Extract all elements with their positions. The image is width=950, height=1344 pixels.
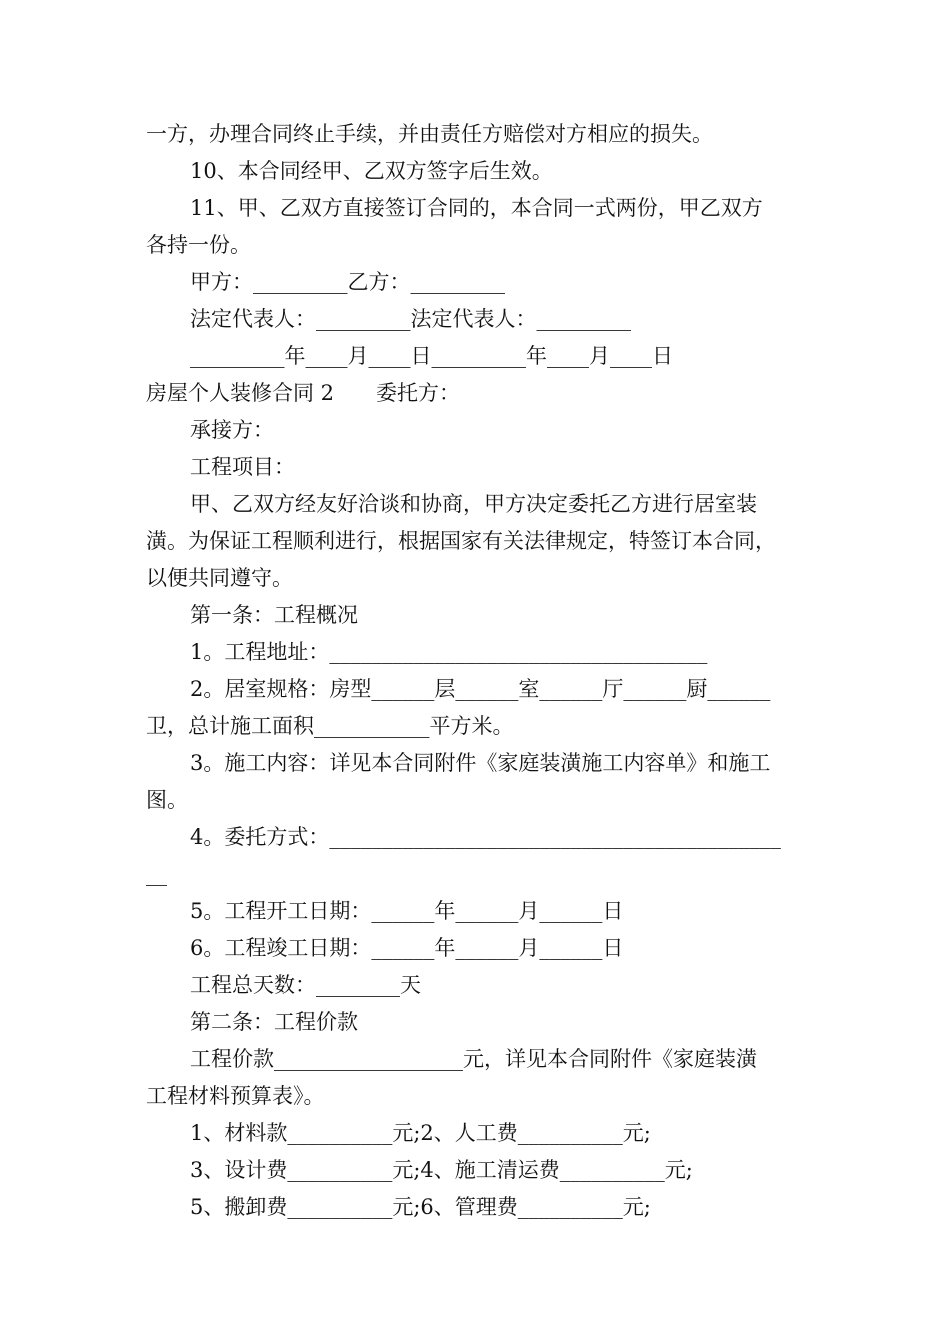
clause-11: 11、甲、乙双方直接签订合同的，本合同一式两份，甲乙双方 bbox=[190, 196, 763, 220]
item-room-spec-cont: 卫，总计施工面积___________平方米。 bbox=[146, 714, 514, 738]
line-0: 一方，办理合同终止手续，并由责任方赔偿对方相应的损失。 bbox=[146, 122, 713, 146]
item-total-days: 工程总天数：________天 bbox=[190, 973, 421, 997]
project-price: 工程价款__________________元，详见本合同附件《家庭装潢 bbox=[190, 1047, 757, 1071]
party-signatures: 甲方：_________乙方：_________ bbox=[190, 270, 505, 294]
item-commission-method-cont: __ bbox=[146, 862, 167, 886]
fee-line-1: 1、材料款__________元;2、人工费__________元; bbox=[190, 1121, 651, 1145]
fee-line-2: 3、设计费__________元;4、施工清运费__________元; bbox=[190, 1158, 693, 1182]
intro-paragraph-1: 甲、乙双方经友好洽谈和协商，甲方决定委托乙方进行居室装 bbox=[190, 492, 757, 516]
item-start-date: 5。工程开工日期：______年______月______日 bbox=[190, 899, 624, 923]
legal-representatives: 法定代表人：_________法定代表人：_________ bbox=[190, 307, 631, 331]
item-construction-content: 3。施工内容：详见本合同附件《家庭装潢施工内容单》和施工 bbox=[190, 751, 771, 775]
item-completion-date: 6。工程竣工日期：______年______月______日 bbox=[190, 936, 624, 960]
project-price-cont: 工程材料预算表》。 bbox=[146, 1084, 325, 1108]
clause-10: 10、本合同经甲、乙双方签字后生效。 bbox=[190, 159, 553, 183]
line-3: 各持一份。 bbox=[146, 233, 251, 257]
article-2-heading: 第二条：工程价款 bbox=[190, 1010, 358, 1034]
document-page bbox=[146, 116, 810, 1226]
item-construction-content-cont: 图。 bbox=[146, 788, 188, 812]
signature-dates: _________年____月____日_________年____月____日 bbox=[190, 344, 673, 368]
fee-line-3: 5、搬卸费__________元;6、管理费__________元; bbox=[190, 1195, 651, 1219]
contractor-line: 承接方： bbox=[190, 418, 274, 442]
contract-2-heading: 房屋个人装修合同 2 委托方： bbox=[146, 381, 461, 405]
item-commission-method: 4。委托方式：___________________________________________ bbox=[190, 825, 781, 849]
intro-paragraph-2: 潢。为保证工程顺利进行，根据国家有关法律规定，特签订本合同， bbox=[146, 529, 776, 553]
item-room-spec: 2。居室规格：房型______层______室______厅______厨______ bbox=[190, 677, 771, 701]
item-project-address: 1。工程地址：____________________________________ bbox=[190, 640, 708, 664]
intro-paragraph-3: 以便共同遵守。 bbox=[146, 566, 293, 590]
article-1-heading: 第一条：工程概况 bbox=[190, 603, 358, 627]
project-line: 工程项目： bbox=[190, 455, 295, 479]
